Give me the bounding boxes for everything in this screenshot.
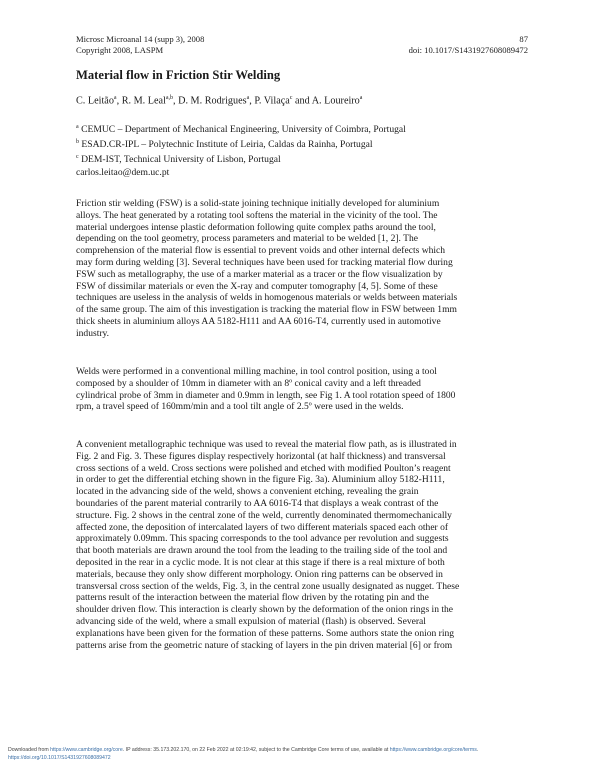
text-line: Friction stir welding (FSW) is a solid-state joining technique initially developed for aluminium	[76, 198, 440, 209]
author-affiliation-mark: a	[113, 95, 117, 101]
journal-header-right	[409, 34, 528, 56]
text-line: rpm, a travel speed of 160mm/min and a tool tilt angle of 2.5º were used in the welds.	[76, 401, 404, 413]
footer-text: .	[476, 747, 479, 753]
text-line: in order to get the differential etching shown in the figure Fig. 3a). Aluminium alloy 5182-H111,	[76, 474, 445, 486]
affiliation	[76, 121, 406, 136]
text-line: material undergoes intense plastic deformation following quite complex paths around the tool,	[76, 221, 436, 233]
text-line: Welds were performed in a conventional milling machine, in tool control position, using a tool	[76, 366, 437, 377]
footer-line	[8, 747, 598, 755]
text-line: approximately 0.09mm. This spacing corresponds to the tool advance per revolution and suggests	[76, 533, 449, 545]
text-line: industry.	[76, 327, 110, 339]
text-line: A convenient metallographic technique was used to reveal the material flow path, as is illustrated in	[76, 439, 457, 450]
text-line: structure. Fig. 2 shows in the central zone of the weld, currently denominated thermomechanically	[76, 509, 452, 521]
affiliation-list	[76, 121, 406, 179]
affiliation-mark: a	[76, 124, 79, 130]
affiliation-text: CEMUC – Department of Mechanical Engineering, University of Coimbra, Portugal	[78, 124, 406, 136]
text-line: patterns arise from the geometric nature of stacking of layers in the pin driven material [6] or from	[76, 639, 453, 651]
affiliation-text: DEM-IST, Technical University of Lisbon, Portugal	[78, 154, 281, 166]
text-line: may form during welding [3]. Several techniques have been used for tracking material flow during	[76, 256, 453, 268]
text-line: patterns result of the interaction between the material flow driven by the rotating pin and the	[76, 592, 429, 604]
author-name: D. M. Rodrigues	[178, 95, 247, 107]
text-line: boundaries of the parent material contrarily to AA 6016-T4 that displays a weak contrast of the	[76, 497, 439, 509]
doi-text: doi: 10.1017/S1431927608089472	[408, 45, 528, 55]
paragraph-intro	[76, 198, 528, 340]
text-line: FSW such as metallography, the use of a marker material as a tracer or the flow visualization by	[76, 268, 443, 280]
doi-link[interactable]: https://doi.org/10.1017/S1431927608089472	[8, 754, 111, 761]
author-affiliation-mark: a	[359, 95, 363, 101]
journal-header-left	[76, 34, 204, 56]
text-line: cross sections of a weld. Cross sections were polished and etched with modified Poulton’s reagent	[76, 462, 451, 474]
text-line: affected zone, the deposition of intercalated layers of two different materials spaced each other of	[76, 521, 449, 533]
text-line: thick sheets in aluminium alloys AA 5182-H111 and AA 6016-T4, currently used in automotive	[76, 315, 441, 327]
terms-link[interactable]: https://www.cambridge.org/core/terms	[389, 747, 477, 753]
author-affiliation-mark: c	[289, 95, 293, 101]
text-line: Fig. 2 and Fig. 3. These figures display respectively horizontal (at half thickness) and transversal	[76, 450, 446, 462]
text-line: shoulder driven flow. This interaction is clearly shown by the deformation of the onion rings in the	[76, 604, 454, 616]
text-line: deposited in the rear in a cyclic mode. It is not clear at this stage if there is a real mixture of both	[76, 556, 445, 568]
author-affiliation-mark: a	[246, 95, 250, 101]
text-line: composed by a shoulder of 10mm in diameter with an 8º conical cavity and a left threaded	[76, 377, 421, 389]
author-name: R. M. Leal	[121, 95, 166, 107]
text-line: materials, because they only show different morphology. Onion ring patterns can be observed in	[76, 568, 443, 580]
text-line: that booth materials are drawn around the tool from the leading to the trailing side of the tool and	[76, 545, 448, 557]
paragraph-results	[76, 439, 528, 651]
paragraph-methods	[76, 366, 528, 413]
copyright-notice: Copyright 2008, LASPM	[76, 45, 164, 55]
author-list: C. Leitão$^a$, R. M. Leal$^{a,b}$, D. M. Rodrigues$^a$, P. Vilaça$^c$ and A. Loureiro$^a$	[76, 95, 363, 107]
footer-text: . IP address: 35.173.202.170, on 22 Feb 2022 at 02:19:42, subject to the Cambridge Core terms of use, available at	[122, 747, 390, 753]
download-footer	[8, 747, 598, 762]
affiliation-mark: c	[76, 154, 79, 161]
text-line: of the same group. The aim of this investigation is tracking the material flow in FSW between 1mm	[76, 304, 457, 316]
author-name: P. Vilaça	[254, 95, 290, 107]
text-line: cylindrical probe of 3mm in diameter and 0.9mm in length, see Fig 1. A tool rotation speed of 1800	[76, 389, 456, 401]
footer-text: Downloaded from	[8, 747, 51, 753]
cambridge-core-link[interactable]: https://www.cambridge.org/core	[50, 747, 123, 753]
text-line: depending on the tool geometry, process parameters and material to be welded [1, 2]. The	[76, 233, 418, 245]
text-line: advancing side of the weld, where a small expulsion of material (flash) is observed. Several	[76, 615, 426, 627]
text-line: located in the advancing side of the weld, shows a convenient etching, revealing the grain	[76, 486, 419, 498]
text-line: techniques are useless in the analysis of welds in homogenous materials or welds between materials	[76, 292, 458, 304]
article-title: Material flow in Friction Stir Welding	[76, 68, 281, 82]
affiliation-text: ESAD.CR-IPL – Polytechnic Institute of Leiria, Caldas da Rainha, Portugal	[79, 139, 373, 151]
affiliation-mark: b	[76, 139, 79, 146]
footer-line	[8, 755, 598, 763]
text-line: explanations have been given for the formation of these patterns. Some authors state the onion ring	[76, 627, 455, 639]
author-name: C. Leitão	[76, 95, 114, 107]
text-line: comprehension of the material flow is essential to prevent voids and other internal defects which	[76, 245, 446, 257]
author-affiliation-mark: a,b	[165, 95, 173, 101]
author-name: A. Loureiro	[311, 95, 360, 107]
text-line: FSW of dissimilar materials or even the X-ray and computer tomography [4, 5]. Some of these	[76, 280, 438, 292]
affiliation	[76, 151, 406, 166]
affiliation	[76, 136, 406, 151]
text-line: transversal cross section of the welds, Fig. 3, in the central zone usually designated as nugget. These	[76, 580, 460, 592]
page-number: 87	[519, 34, 528, 44]
text-line: alloys. The heat generated by a rotating tool softens the material in the vicinity of the tool. The	[76, 209, 438, 221]
contact-email[interactable]: carlos.leitao@dem.uc.pt	[76, 166, 170, 178]
journal-citation: Microsc Microanal 14 (supp 3), 2008	[76, 34, 205, 44]
